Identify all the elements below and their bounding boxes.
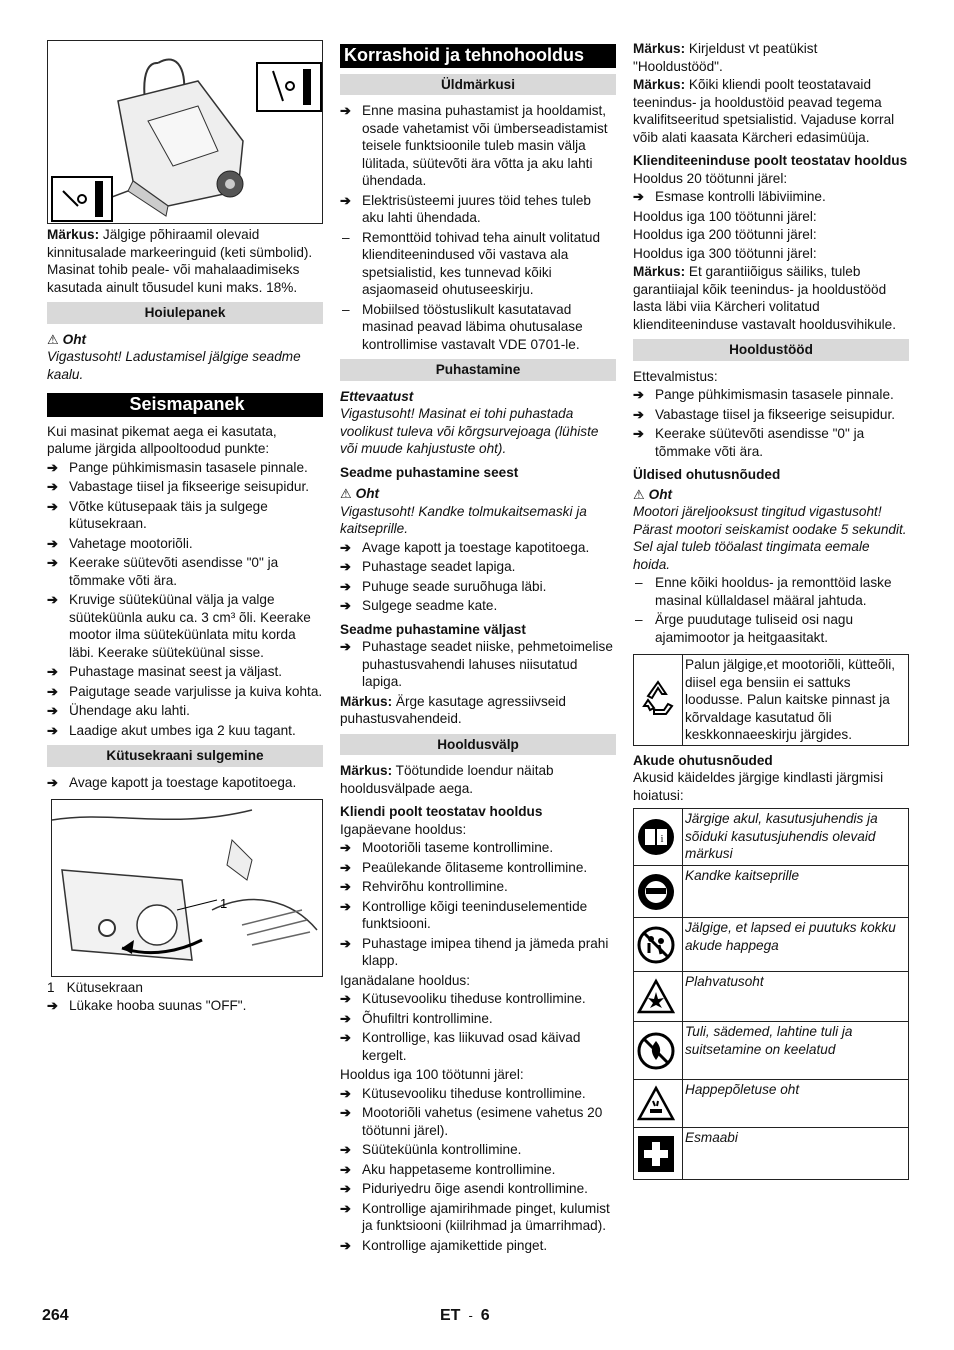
general-steps	[340, 102, 616, 227]
h100-label: Hooldus iga 100 töötunni järel:	[340, 1067, 524, 1082]
list-item: – Mobiilsed tööstuslikult kasutatavad masinad peavad läbima ohutusalase kontrollimise vastavalt VDE 0701-le.	[340, 301, 616, 354]
note-label: Märkus:	[633, 77, 686, 92]
list-item: ➔ Lükake hooba suunas "OFF".	[47, 997, 323, 1015]
list-item: ➔ Puhastage imipea tihend ja jämeda prahi klapp.	[340, 935, 616, 970]
column-1	[47, 40, 323, 1016]
recycle-icon-cell	[634, 655, 683, 746]
table-row	[634, 1128, 909, 1180]
list-item: ➔ Esmase kontrolli läbiviimine.	[633, 188, 909, 206]
heading-general-safety: Üldised ohutusnõuded	[633, 467, 781, 482]
list-item: ➔ Avage kapott ja toestage kapotitoega.	[340, 539, 616, 557]
warning-text: Esmaabi	[683, 1128, 909, 1180]
icon-cell	[634, 918, 683, 972]
note-text: Ärge kasutage agressiivseid puhastusvahendeid.	[340, 693, 566, 726]
note-3	[633, 263, 909, 333]
daily-steps	[340, 839, 616, 970]
warning-text: Järgige akul, kasutusjuhendis ja sõiduki kasutusjuhendis olevaid märkusi	[683, 809, 909, 866]
note-label: Märkus:	[633, 41, 686, 56]
list-item: ➔ Piduriyedru õige asendi kontrollimine.	[340, 1180, 616, 1198]
list-item: ➔ Aku happetaseme kontrollimine.	[340, 1161, 616, 1179]
caption-number: 1	[47, 980, 55, 995]
heading-puhastamine: Puhastamine	[340, 359, 616, 381]
list-item: ➔ Kontrollige ajamirihmade pinget, kulumist ja funktsiooni (kiilrihmad ja ümarrihmad).	[340, 1200, 616, 1235]
table-row	[634, 809, 909, 866]
list-item: ➔ Mootoriõli vahetus (esimene vahetus 20 töötunni järel).	[340, 1104, 616, 1139]
caption-text: Kütusekraan	[66, 980, 143, 995]
sub-page: 6	[480, 1307, 490, 1324]
sweeper-tiedown-figure	[47, 40, 323, 224]
heading-outside-cleaning: Seadme puhastamine väljast	[340, 621, 526, 637]
heading-inside-cleaning: Seadme puhastamine seest	[340, 464, 519, 480]
column-3	[633, 40, 909, 1180]
seismapanek-steps	[47, 459, 323, 740]
list-item: ➔ Vabastage tiisel ja fikseerige seisupidur.	[633, 406, 909, 424]
list-item: ➔ Ühendage aku lahti.	[47, 702, 323, 720]
list-item: ➔ Kontrollige kõigi teeninduselementide funktsiooni.	[340, 898, 616, 933]
heading-seismapanek: Seismapanek	[47, 393, 323, 417]
icon-cell	[634, 1080, 683, 1128]
list-item: ➔ Pange pühkimismasin tasasele pinnale.	[633, 386, 909, 404]
heading-service-maintenance: Klienditeeninduse poolt teostatav hooldus	[633, 153, 908, 168]
sweeper-illustration	[48, 41, 322, 223]
interval-note	[340, 762, 616, 797]
inside-warning: Vigastusoht! Kandke tolmukaitsemaski ja kaitseprille.	[340, 503, 587, 536]
list-item: ➔ Võtke kütusepaak täis ja sulgege kütusekraan.	[47, 498, 323, 533]
warning-text: Happepõletuse oht	[683, 1080, 909, 1128]
weekly-label: Iganädalane hooldus:	[340, 972, 471, 988]
note-text: Jälgige põhiraamil olevaid kinnitusalade markeeringuid (keti sümbolid). Masinat tohib peale- või mahalaadimiseks kasutada ainult tõusudel kuni maks. 18%.	[47, 227, 313, 295]
list-item: ➔ Puhastage masinat seest ja väljast.	[47, 663, 323, 681]
page-number: 264	[42, 1307, 69, 1324]
list-item: ➔ Kruvige süüteküünal välja ja valge süüteküünla auku ca. 3 cm³ õli. Keerake mootor ilma süüteküünlata mitu korda läbi. Keerake süüteküünal sisse.	[47, 591, 323, 661]
icon-cell	[634, 1128, 683, 1180]
note-text: Kirjeldust vt peatükist "Hooldustööd".	[633, 41, 818, 74]
list-item: ➔ Vabastage tiisel ja fikseerige seisupidur.	[47, 478, 323, 496]
table-row	[634, 972, 909, 1022]
list-item: ➔ Vahetage mootoriõli.	[47, 535, 323, 553]
inside-steps	[340, 539, 616, 615]
separator: -	[468, 1308, 473, 1323]
danger-label	[340, 485, 616, 503]
list-item: ➔ Kütusevooliku tiheduse kontrollimine.	[340, 1085, 616, 1103]
engine-warning: Mootori järeljooksust tingitud vigastusoht! Pärast mootori seiskamist oodake 5 sekundit. Sel ajal tuleb tööalast tingimata eemale hoida.	[633, 504, 907, 572]
heading-hoiulepanek: Hoiulepanek	[47, 302, 323, 324]
icon-cell	[634, 866, 683, 918]
figure-caption	[47, 979, 323, 997]
battery-warnings-table	[633, 808, 909, 1180]
fuel-tap-illustration	[52, 800, 322, 976]
fuel-tap-figure	[51, 799, 323, 977]
prep-steps	[633, 386, 909, 460]
danger-text: Oht	[62, 331, 87, 347]
heading-kutusekraan: Kütusekraani sulgemine	[47, 745, 323, 767]
list-item: ➔ Peaülekande õlitaseme kontrollimine.	[340, 859, 616, 877]
caution-label: Ettevaatust	[340, 388, 414, 404]
heading-uldmarkusi: Üldmärkusi	[340, 74, 616, 96]
note-text: Kõiki kliendi poolt teostatavaid teenindus- ja hooldustöid peavad tegema kvalifitseeritud spetsialistid. Vajaduse korral võib alati kaasata Kärcheri edasimüüja.	[633, 77, 895, 145]
list-item: – Enne kõiki hooldus- ja remonttöid laske masinal küllaldasel määral jahtuda.	[633, 574, 909, 609]
warning-triangle-icon: ⚠	[340, 486, 352, 501]
note-label: Märkus:	[633, 264, 686, 279]
prep-label: Ettevalmistus:	[633, 368, 718, 384]
warning-text: Tuli, sädemed, lahtine tuli ja suitsetamine on keelatud	[683, 1022, 909, 1080]
h20-label: Hooldus 20 töötunni järel:	[633, 170, 788, 186]
weekly-steps	[340, 990, 616, 1064]
heading-hooldustood: Hooldustööd	[633, 339, 909, 361]
list-item: – Ärge puudutage tuliseid osi nagu ajamimootor ja heitgaasitakt.	[633, 611, 909, 646]
note-label: Märkus:	[340, 763, 393, 778]
list-item: ➔ Pange pühkimismasin tasasele pinnale.	[47, 459, 323, 477]
list-item: ➔ Paigutage seade varjulisse ja kuiva kohta.	[47, 683, 323, 701]
goggles-icon	[636, 872, 676, 912]
list-item: ➔ Puhastage seadet niiske, pehmetoimelise puhastusvahendi lahuses niisutatud lapiga.	[340, 638, 616, 691]
heading-hooldusvalp: Hooldusvälp	[340, 734, 616, 756]
icon-cell	[634, 809, 683, 866]
daily-label: Igapäevane hooldus:	[340, 821, 467, 837]
general-dashes	[340, 229, 616, 354]
recycle-text: Palun jälgige,et mootoriõli, kütteõli, diisel ega bensiin ei sattuks loodusse. Palun kaitske pinnast ja kõrvaldage kasutatud õli keskkonnaeeskirju järgides.	[683, 655, 909, 746]
warning-text: Kandke kaitseprille	[683, 866, 909, 918]
note-text: Töötundide loendur näitab hooldusvälpade aega.	[340, 763, 554, 796]
list-item: ➔ Õhufiltri kontrollimine.	[340, 1010, 616, 1028]
h20-steps	[633, 188, 909, 206]
warning-text: Jälgige, et lapsed ei puutuks kokku akude happega	[683, 918, 909, 972]
battery-intro: Akusid käideldes järgige kindlasti järgmisi hoiatusi:	[633, 770, 884, 803]
outside-steps	[340, 638, 616, 691]
list-item: ➔ Enne masina puhastamist ja hooldamist, osade vahetamist või ümberseadistamist teisele funktsioonile tuleb masin välja lülitada, süütevõti ära võtta ja aku lahti ühendada.	[340, 102, 616, 190]
list-item: ➔ Kontrollige ajamikettide pinget.	[340, 1237, 616, 1255]
svg-text:i: i	[660, 834, 664, 845]
danger-text: Oht	[648, 486, 673, 502]
list-item: ➔ Elektrisüsteemi juures töid tehes tuleb aku lahti ühendada.	[340, 192, 616, 227]
list-item: – Remonttöid tohivad teha ainult volitatud klienditeenindused või vastava ala spetsialistid, kes tunnevad kõiki asjaomaseid ohutuseeskirju.	[340, 229, 616, 299]
h200-label: Hooldus iga 200 töötunni järel:	[633, 227, 817, 242]
icon-cell	[634, 1022, 683, 1080]
h100-steps	[340, 1085, 616, 1255]
danger-label	[47, 331, 323, 349]
note-label: Märkus:	[47, 227, 100, 242]
h100-label: Hooldus iga 100 töötunni järel:	[633, 208, 817, 224]
kutusekraan-steps	[47, 774, 323, 792]
list-item: ➔ Puhastage seadet lapiga.	[340, 558, 616, 576]
recycle-table	[633, 654, 909, 746]
note-label: Märkus:	[340, 693, 393, 709]
column-2	[340, 40, 616, 1256]
no-fire-icon	[636, 1031, 676, 1071]
first-aid-icon	[636, 1134, 676, 1174]
outside-note	[340, 693, 616, 728]
children-icon	[636, 925, 676, 965]
warning-triangle-icon: ⚠	[47, 331, 59, 347]
note-1	[633, 40, 909, 75]
warning-text: Plahvatusoht	[683, 972, 909, 1022]
recycle-icon	[636, 676, 680, 720]
cleaning-warning: Vigastusoht! Masinat ei tohi puhastada voolikust tuleva või kõrgsurvejoaga (lühiste või muude kahjustuste oht).	[340, 406, 599, 456]
danger-label	[633, 486, 909, 504]
icon-cell	[634, 972, 683, 1022]
list-item: ➔ Mootoriõli taseme kontrollimine.	[340, 839, 616, 857]
storage-warning: Vigastusoht! Ladustamisel jälgige seadme kaalu.	[47, 349, 301, 382]
safety-dashes	[633, 574, 909, 646]
language-marker	[440, 1307, 490, 1325]
acid-icon	[636, 1084, 676, 1124]
list-item: ➔ Laadige akut umbes iga 2 kuu tagant.	[47, 722, 323, 740]
heading-battery-safety: Akude ohutusnõuded	[633, 752, 773, 768]
list-item: ➔ Sulgege seadme kate.	[340, 597, 616, 615]
list-item: ➔ Kontrollige, kas liikuvad osad käivad kergelt.	[340, 1029, 616, 1064]
list-item: ➔ Süüteküünla kontrollimine.	[340, 1141, 616, 1159]
figure-note	[47, 226, 323, 296]
seismapanek-intro: Kui masinat pikemat aega ei kasutata, palume järgida allpooltoodud punkte:	[47, 423, 277, 456]
note-2	[633, 76, 909, 146]
heading-customer-maintenance: Kliendi poolt teostatav hooldus	[340, 804, 543, 819]
explosion-icon	[636, 977, 676, 1017]
list-item: ➔ Kütusevooliku tiheduse kontrollimine.	[340, 990, 616, 1008]
list-item: ➔ Avage kapott ja toestage kapotitoega.	[47, 774, 323, 792]
callout-number: 1	[220, 896, 228, 911]
note-text: Et garantiiõigus säiliks, tuleb garantiiajal kõik teenindus- ja hooldustööd lasta läbi viia Kärcheri volitatud klienditeeninduse vastavalt hooldusvihikule.	[633, 264, 896, 332]
list-item: ➔ Puhuge seade suruõhuga läbi.	[340, 578, 616, 596]
table-row	[634, 918, 909, 972]
list-item: ➔ Keerake süütevõti asendisse "0" ja tõmmake võti ära.	[633, 425, 909, 460]
table-row	[634, 655, 909, 746]
manual-icon	[636, 817, 676, 857]
table-row	[634, 866, 909, 918]
table-row	[634, 1080, 909, 1128]
danger-text: Oht	[355, 486, 380, 501]
table-row	[634, 1022, 909, 1080]
list-item: ➔ Rehvirõhu kontrollimine.	[340, 878, 616, 896]
h300-label: Hooldus iga 300 töötunni järel:	[633, 245, 817, 261]
warning-triangle-icon: ⚠	[633, 486, 645, 502]
fuel-tap-steps	[47, 997, 323, 1015]
heading-korrashoid: Korrashoid ja tehnohooldus	[340, 44, 616, 68]
language-code: ET	[440, 1307, 461, 1324]
list-item: ➔ Keerake süütevõti asendisse "0" ja tõmmake võti ära.	[47, 554, 323, 589]
